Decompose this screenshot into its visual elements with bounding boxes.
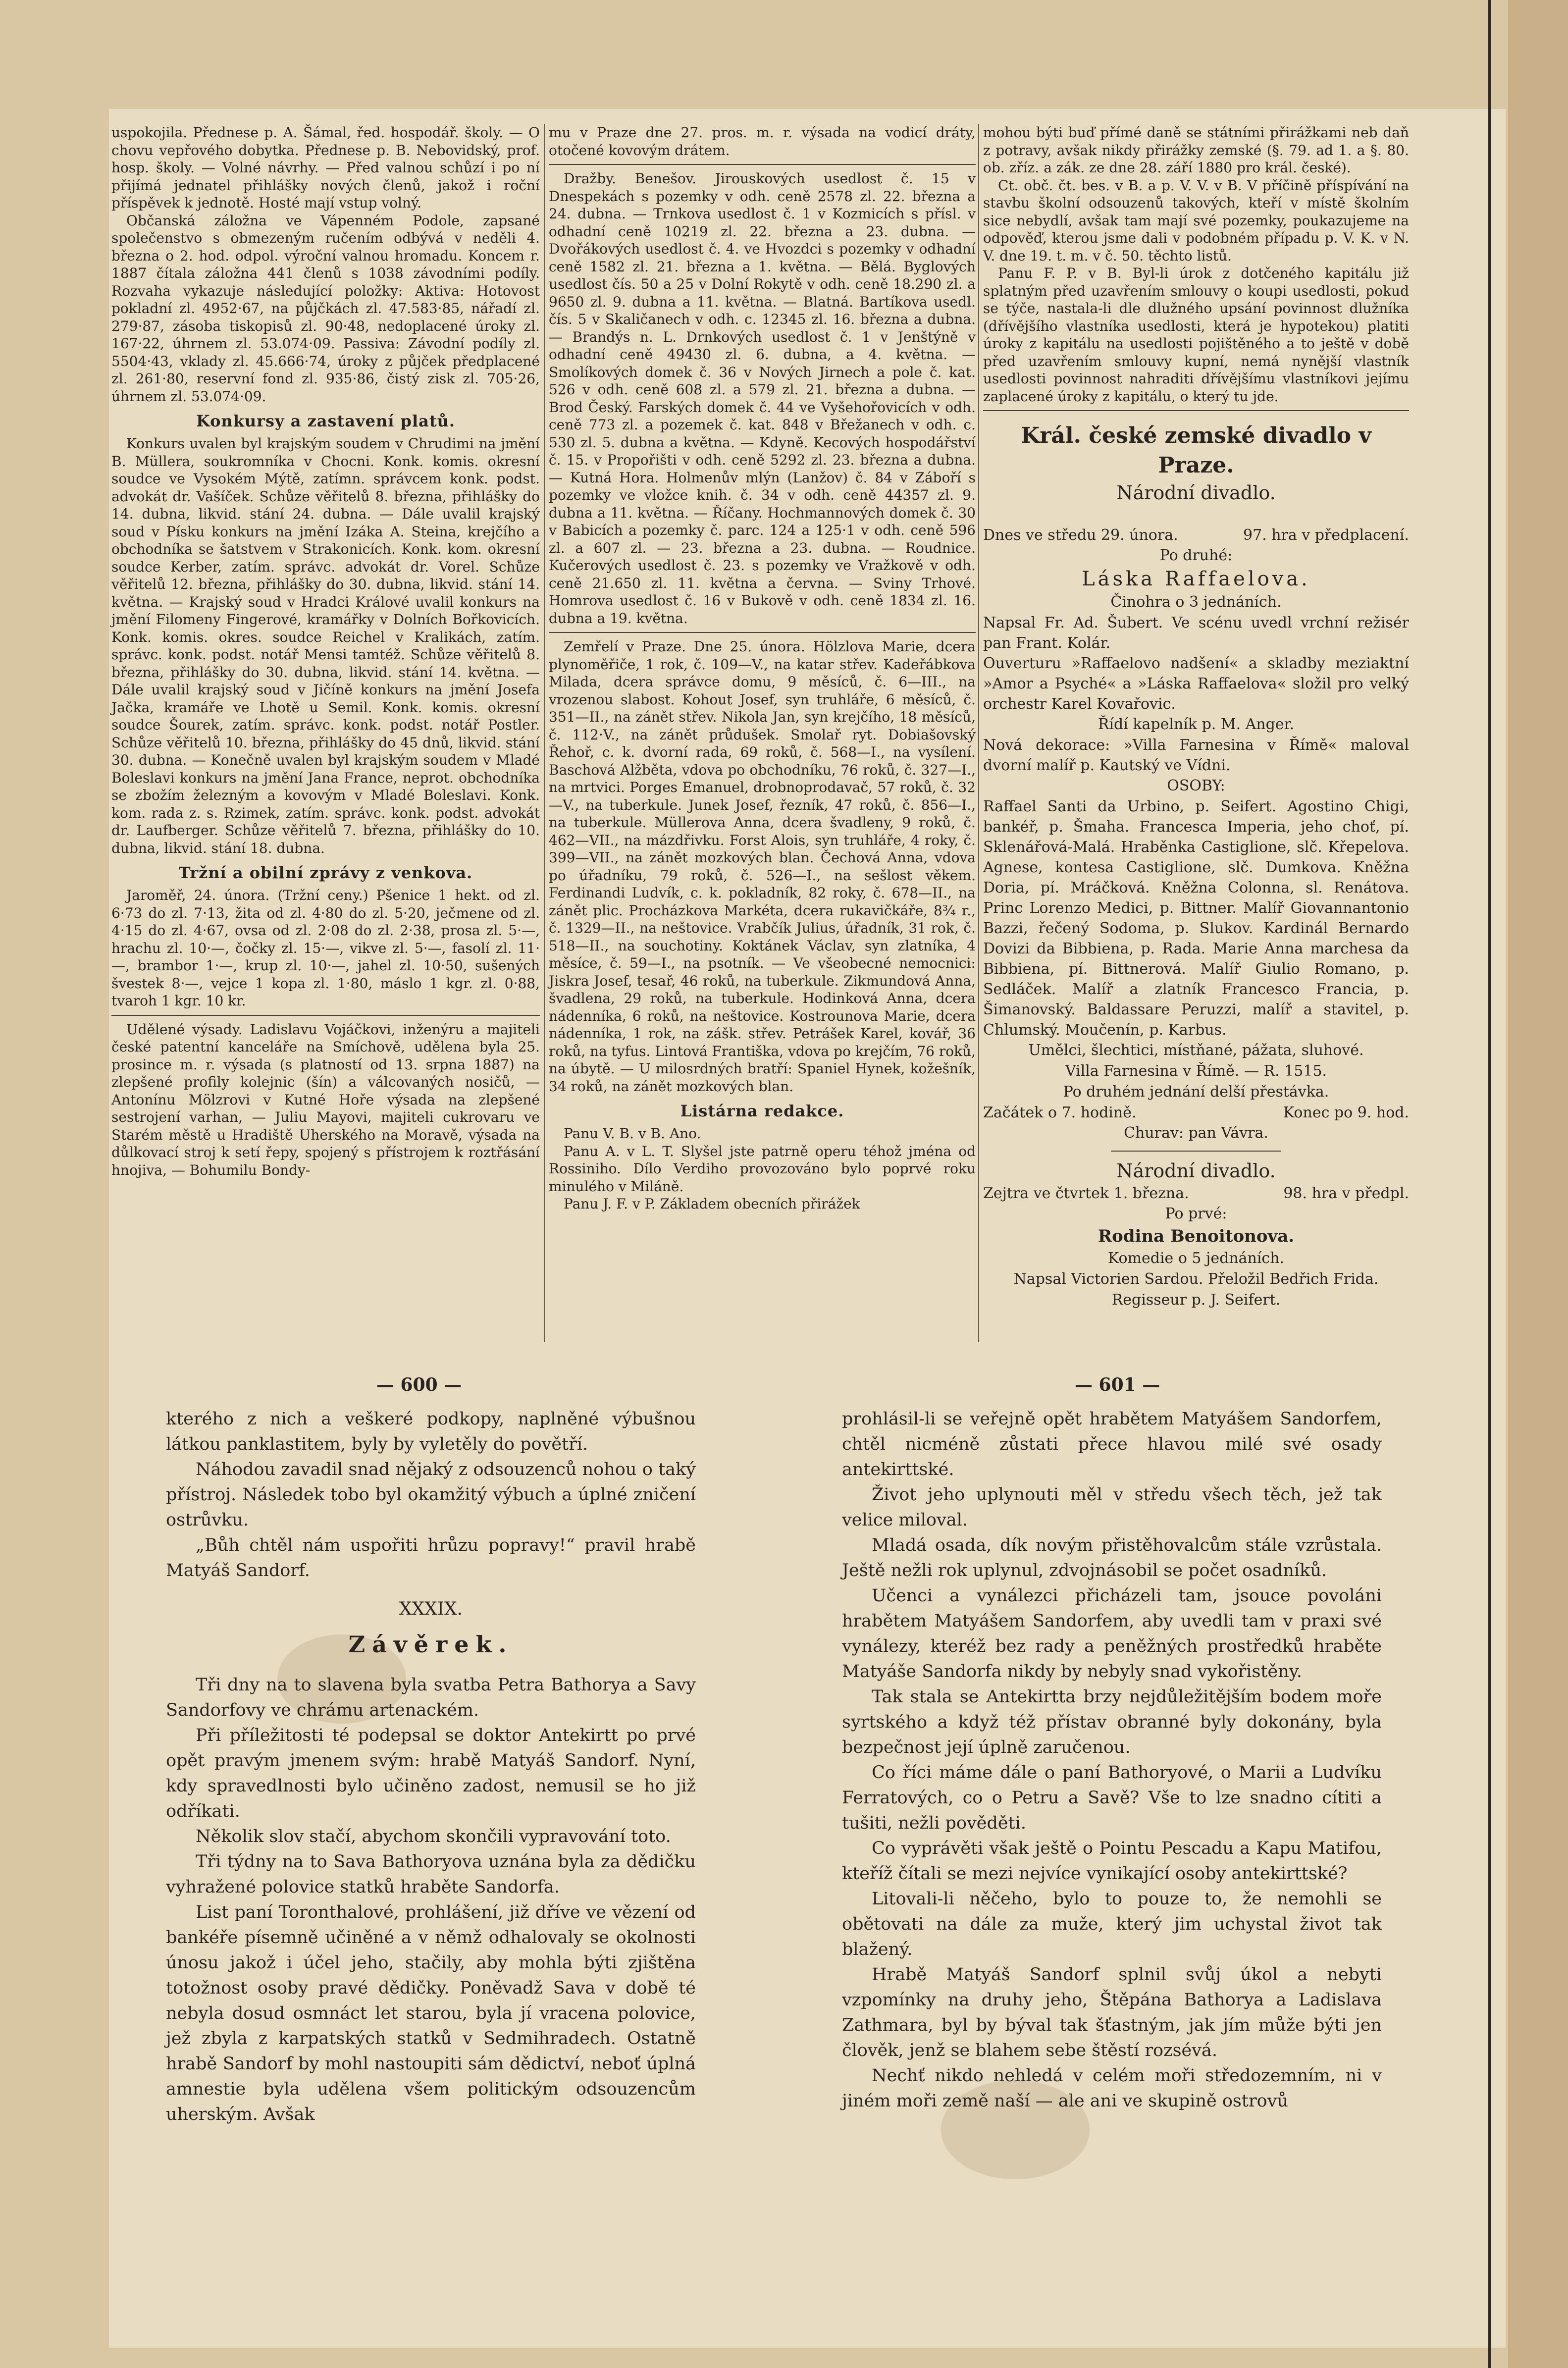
column-middle (549, 124, 976, 1213)
performance-date: Zejtra ve čtvrtek 1. března. (983, 1185, 1189, 1202)
paragraph: Život jeho uplynouti měl v středu všech těch, jež tak velice miloval. (842, 1485, 1382, 1530)
section-heading: Tržní a obilní zprávy z venkova. (178, 863, 473, 882)
play-author: Napsal Victorien Sardou. Přeložil Bedřich Frida. (1013, 1270, 1379, 1288)
paragraph: prohlásil-li se veřejně opět hrabětem Matyášem Sandorfem, chtěl nicméně zůstati přece hlavou milé své osady antekirttské. (842, 1409, 1382, 1479)
play-setting: Villa Farnesina v Římě. — R. 1515. (1065, 1062, 1327, 1080)
paragraph: mu v Praze dne 27. pros. m. r. výsada na vodicí dráty, otočené kovovým drátem. (549, 124, 976, 158)
book-page-right (842, 1407, 1382, 2114)
book-page-left (166, 1407, 696, 2127)
column-right (983, 124, 1409, 1311)
play-conductor: Řídí kapelník p. M. Anger. (1098, 716, 1295, 733)
performance-number: 97. hra v předplacení. (1243, 526, 1409, 544)
play-author: Napsal Fr. Ad. Šubert. Ve scénu uvedl vrchní režisér pan Frant. Kolár. (983, 614, 1409, 652)
play-title: Láska Raffaelova. (1082, 568, 1310, 590)
play-title: Rodina Benoitonova. (1098, 1226, 1295, 1246)
paragraph: Hrabě Matyáš Sandorf splnil svůj úkol a nebyti vzpomínky na druhy jeho, Štěpána Bathorya a Ladislava Zathmara, byl by býval tak šťastným, jak jím může býti jen člověk, jenž se blahem sebe štěstí rozsévá. (842, 1965, 1382, 2060)
paragraph: Litovali-li něčeho, bylo to pouze to, že nemohli se obětovati na dále za muže, který jim uchystal život tak blažený. (842, 1889, 1382, 1959)
chapter-title: Závěrek. (348, 1631, 514, 1658)
paragraph: Udělené výsady. Ladislavu Vojáčkovi, inženýru a majiteli české patentní kanceláře na Smíchově, udělena byla 25. prosince m. r. výsada (s platností od 13. srpna 1887) na zlepšené profily kolejnic (šín) a válcovaných nosičů, — Antonínu Mölzrovi v Kutné Hoře výsada na zlepšené sestrojení varhan, — Juliu Mayovi, majiteli cukrovaru ve Starém městě u Hradiště Uherského na Moravě, výsada na důlkovací stroj k setí řepy, spojený s přístrojem k roztřásání hnojiva, — Bohumilu Bondy- (111, 1021, 540, 1178)
divider (549, 632, 976, 633)
paragraph: List paní Toronthalové, prohlášení, již dříve ve vězení od bankéře písemně učiněné a v němž odhalovaly se okolnosti únosu jakož i účel jeho, stačily, aby mohla býti zjištěna totožnost osoby pravé dědičky. Poněvadž Sava v době té nebyla dosud osmnáct let starou, byla jí vracena polovice, jež zbyla z karpatských statků v Sedmihradech. Ostatně hrabě Sandorf by mohl nastoupiti sám dědictví, neboť úplná amnestie byla udělena všem politickým odsouzencům uherským. Avšak (166, 1902, 696, 2124)
performance-row (983, 1183, 1409, 1204)
play-end: Konec po 9. hod. (1283, 1104, 1409, 1121)
page-number-left: — 600 — (376, 1374, 462, 1395)
section-heading: Konkursy a zastavení platů. (196, 412, 456, 430)
play-genre: Komedie o 5 jednáních. (1107, 1250, 1285, 1267)
paragraph: uspokojila. Přednese p. A. Šámal, řed. hospodář. školy. — O chovu vepřového dobytka. Přednese p. B. Nebovidský, prof. hosp. školy. — Volné návrhy. — Před valnou schůzí i po ní přijímá jednatel přihlášky nových členů, jakož i roční příspěvek k jednotě. Hosté mají vstup volný. (111, 124, 540, 211)
paragraph: Panu F. P. v B. Byl-li úrok z dotčeného kapitálu již splatným před uzavřením smlouvy o koupi usedlosti, pokud se týče, nastala-li dle dlužného upsání povinnost dlužníka (dřívějšího vlastníka usedlosti, která je hypotekou) platiti úroky z kapitálu na usedlosti pojištěného a to ještě v době před uzavřením smlouvy kupní, nemá nynější vlastník usedlosti povinnost nahraditi dřívějšímu vlastníkovi jejímu zaplacené úroky z kapitálu, o který tu jde. (983, 265, 1409, 405)
paragraph: Tak stala se Antekirtta brzy nejdůležitějším bodem moře syrtského a když též přístav obranné byly dokonány, byla bezpečnost její úplně zaručenou. (842, 1687, 1382, 1757)
play-decoration: Nová dekorace: »Villa Farnesina v Římě« maloval dvorní malíř p. Kautský ve Vídni. (983, 737, 1409, 774)
paragraph: Panu A. v L. T. Slyšel jste patrně operu téhož jména od Rossiniho. Dílo Verdiho provozováno bylo poprvé roku minulého v Miláně. (549, 1143, 976, 1195)
paragraph: Co říci máme dále o paní Bathoryové, o Marii a Ludvíku Ferratových, co o Petru a Savě? Vše to lze snadno cítiti a tušiti, nežli pověděti. (842, 1763, 1382, 1833)
cast-heading: OSOBY: (1167, 777, 1225, 794)
section-heading: Listárna redakce. (680, 1102, 844, 1120)
paragraph: Zemřelí v Praze. Dne 25. února. Hölzlova Marie, dcera plynoměřiče, 1 rok, č. 109—V., na katar střev. Kadeřábkova Milada, dcera správce domu, 9 měsíců, č. 6—III., na vrozenou slabost. Kohout Josef, syn truhláře, 6 měsíců, č. 351—II., na zánět střev. Nikola Jan, syn krejčího, 18 měsíců, č. 112·V., na zánět průdušek. Smolař ryt. Dobiašovský Řehoř, c. k. dvorní rada, 69 roků, č. 568—I., na vysílení. Baschová Alžběta, vdova po obchodníku, 76 roků, č. 327—I., na mrtvici. Porges Emanuel, drobnoprodavač, 57 roků, č. 32—V., na tuberkule. Junek Josef, řezník, 47 roků, č. 856—I., na tuberkule. Müllerova Anna, dcera švadleny, 9 roků, č. 462—VII., na mázdřivku. Forst Alois, syn truhláře, 4 roky, č. 399—VII., na zánět mozkových blan. Čechová Anna, vdova po úřadníku, 79 roků, č. 526—I., na sešlost věkem. Ferdinandi Ludvík, c. k. pokladník, 82 roky, č. 678—II., na zánět plic. Procházkova Markéta, dcera rukavičkáře, 8¾ r., č. 1329—II., na neštovice. Vrabčík Julius, úřadník, 31 rok, č. 518—II., na souchotiny. Koktánek Václav, syn zlatníka, 4 měsíce, č. 59—I., na psotník. — Ve všeobecné nemocnici: Jiskra Josef, tesař, 46 roků, na tuberkule. Zikmundová Anna, švadlena, 29 roků, na tuberkule. Hodinková Anna, dcera nádenníka, 6 roků, na neštovice. Kostrounova Marie, dcera nádenníka, 1 rok, na zášk. střev. Petrášek Karel, kovář, 36 roků, na tyfus. Lintová Františka, vdova po krejčím, 76 roků, na úbytě. — U milosrdných bratří: Spaniel Hynek, kožešník, 34 roků, na zánět mozkových blan. (549, 638, 976, 1095)
column-rule (978, 124, 979, 1342)
paragraph: Jaroměř, 24. února. (Tržní ceny.) Pšenice 1 hekt. od zl. 6·73 do zl. 7·13, žita od zl. 4·80 do zl. 5·20, ječmene od zl. 4·15 do zl. 4·67, ovsa od zl. 2·08 do zl. 2·38, prosa zl. 5·—, hrachu zl. 10·—, čočky zl. 15·—, vikve zl. 5·—, fasolí zl. 11·—, brambor 1·—, krup zl. 10·—, jahel zl. 10·50, sušených švestek 8·—, vejce 1 kopa zl. 1·80, máslo 1 kgr. zl. 0·88, tvaroh 1 kgr. 10 kr. (111, 887, 540, 1009)
theater-header: Král. české zemské divadlo v Praze. (1020, 423, 1372, 478)
page-number-right: — 601 — (1075, 1374, 1160, 1395)
paragraph: Nechť nikdo nehledá v celém moři středozemním, ni v jiném moři země naší — ale ani ve skupině ostrovů (842, 2066, 1382, 2111)
performance-label: Po druhé: (1159, 547, 1233, 564)
cast-extras: Umělci, šlechtici, místňané, pážata, sluhové. (1028, 1042, 1364, 1059)
paragraph: Co vyprávěti však ještě o Pointu Pescadu a Kapu Matifou, kteříž čítali se mezi nejvíce vynikající osoby antekirttské? (842, 1839, 1382, 1884)
chapter-number: XXXIX. (399, 1599, 463, 1619)
cast-list: Raffael Santi da Urbino, p. Seifert. Agostino Chigi, bankéř, p. Šmaha. Francesca Imperia, jeho choť, pí. Sklenářová-Malá. Hraběnka Castiglione, slč. Křepelova. Agnese, kontesa Castiglione, slč. Dumkova. Kněžna Doria, pí. Mráčková. Kněžna Colonna, sl. Renátova. Princ Lorenzo Medici, p. Bittner. Malíř Giovannantonio Bazzi, řečený Sodoma, p. Slukov. Kardinál Bernardo Dovizi da Bibbiena, p. Rada. Marie Anna marchesa da Bibbiena, pí. Bittnerová. Malíř Giulio Romano, p. Sedláček. Malíř a zlatník Francesco Francia, p. Šimanovský. Baldassare Peruzzi, malíř a stavitel, p. Chlumský. Moučenín, p. Karbus. (983, 798, 1409, 1039)
performance-label: Po prvé: (1165, 1205, 1227, 1222)
paragraph: Mladá osada, dík novým přistěhovalcům stále vzrůstala. Ještě nežli rok uplynul, zdvojnásobil se počet osadníků. (842, 1535, 1382, 1580)
binding-edge (1488, 0, 1491, 2368)
paragraph: kterého z nich a veškeré podkopy, naplněné výbušnou látkou panklastitem, byly by vyletěly do povětří. (166, 1409, 696, 1454)
paragraph: mohou býti buď přímé daně se státními přirážkami neb daň z potravy, avšak nikdy přirážky zemské (§. 79. ad 1. a §. 80. ob. zříz. a zák. ze dne 28. září 1880 pro král. české). (983, 124, 1409, 176)
play-times (983, 1103, 1409, 1123)
play-interval: Po druhém jednání delší přestávka. (1063, 1083, 1329, 1101)
paragraph: Učenci a vynálezci přicházeli tam, jsouce povoláni hrabětem Matyášem Sandorfem, aby uvedli tam v praxi své vynálezy, kteréž bez rady a peněžných prostředků hraběte Matyáše Sandorfa nikdy by nebyly snad vykořistěny. (842, 1586, 1382, 1682)
divider (983, 410, 1409, 411)
paragraph: Dražby. Benešov. Jirouskových usedlost č. 15 v Dnespekách s pozemky v odh. ceně 2578 zl. 22. března a 24. dubna. — Trnkova usedlost č. 1 v Kozmicích s přísl. v odhadní ceně 10219 zl. 22. března a 23. dubna. — Dvořákových usedlost č. 4. ve Hvozdci s pozemky v odhadní ceně 1582 zl. 21. března a 1. května. — Bělá. Byglových usedlost čís. 50 a 25 v Dolní Rokytě v odh. ceně 18.290 zl. a 9650 zl. 9. dubna a 11. května. — Blatná. Bartíkova usedl. čís. 5 v Skaličanech v odh. c. 12345 zl. 16. března a dubna. — Brandýs n. L. Drnkových usedlost č. 1 v Jenštýně v odhadní ceně 49430 zl. 6. dubna, a 4. května. — Smolíkových domek č. 36 v Nových Jirnech a pole č. kat. 526 v odh. ceně 608 zl. a 579 zl. 21. března a dubna. — Brod Český. Farských domek č. 44 ve Vyšehořovicích v odh. ceně 773 zl. a pozemek č. kat. 848 v Břežanech v odh. c. 530 zl. 5. dubna a května. — Kdyně. Kecových hospodářství č. 15. v Propořišti v odh. ceně 5292 zl. 23. března a dubna. — Kutná Hora. Holmenův mlýn (Lanžov) č. 84 v Záboří s pozemky ve vložce knih. č. 34 v odh. ceně 44357 zl. 9. dubna a 11. května. — Říčany. Hochmannových domek č. 30 v Babicích a pozemky č. parc. 124 a 125·1 v odh. ceně 596 zl. a 607 zl. — 23. března a 23. dubna. — Roudnice. Kučerových usedlost č. 23. s pozemky ve Vražkově v odh. ceně 21.650 zl. 11. května a června. — Sviny Trhové. Homrova usedlost č. 16 v Bukově v odh. ceně 1834 zl. 16. dubna a 19. května. (549, 170, 976, 627)
paragraph: Tři týdny na to Sava Bathoryova uznána byla za dědičku vyhražené polovice statků hraběte Sandorfa. (166, 1852, 696, 1897)
performance-row (983, 525, 1409, 545)
paragraph: Konkurs uvalen byl krajským soudem v Chrudimi na jmění B. Müllera, soukromníka v Chocni. Konk. komis. okresní soudce ve Vysokém Mýtě, zatímn. správcem konk. podst. advokát dr. Vašíček. Schůze věřitelů 8. března, přihlášky do 14. dubna, likvid. stání 24. dubna. — Dále uvalil krajský soud v Písku konkurs na jmění Izáka A. Steina, krejčího a obchodníka se šatstvem v Strakonicích. Konk. kom. okresní soudce Kerber, zatím. správc. advokát dr. Vorel. Schůze věřitelů 12. března, přihlášky do 30. dubna, likvid. stání 14. května. — Krajský soud v Hradci Králové uvalil konkurs na jmění Filomeny Fingerové, kramářky v Dolních Bořkovicích. Konk. komis. okres. soudce Reichel v Kralikách, zatím. správc. konk. podst. notář Mensi tamtéž. Schůze věřitelů 8. března, přihlášky do 30. dubna, likvid. stání 14. května. — Dále uvalil krajský soud v Jičíně konkurs na jmění Josefa Jačka, kramáře ve Lhotě u Semil. Konk. komis. okresní soudce Šourek, zatím. správc. konk. podst. notář Postler. Schůze věřitelů 10. března, přihlášky do 45 dnů, likvid. stání 30. dubna. — Konečně uvalen byl krajským soudem v Mladé Boleslavi konkurs na jmění Jana France, neprot. obchodníka se zbožím železným a kovovým v Mladé Boleslavi. Konk. kom. rada z. s. Rzimek, zatím. správc. konk. podst. advokát dr. Laufberger. Schůze věřitelů 7. března, přihlášky do 10. dubna, likvid. stání 18. dubna. (111, 435, 540, 856)
paragraph: Panu J. F. v P. Základem obecních přirážek (564, 1196, 860, 1212)
play-music: Ouverturu »Raffaelovo nadšení« a skladby meziaktní »Amor a Psyché« a »Láska Raffaelova« složil pro velký orchestr Karel Kovařovic. (983, 655, 1409, 713)
paragraph: Při příležitosti té podepsal se doktor Antekirtt po prvé opět pravým jmenem svým: hrabě Matyáš Sandorf. Nyní, kdy spravedlnosti bylo učiněno zadost, nemusil se ho již odříkati. (166, 1726, 696, 1821)
paragraph: Několik slov stačí, abychom skončili vypravování toto. (196, 1827, 671, 1846)
play-genre: Činohra o 3 jednáních. (1110, 593, 1282, 611)
divider (111, 1015, 540, 1016)
divider (1111, 1151, 1281, 1152)
paragraph: Občanská záložna ve Vápenném Podole, zapsané společenstvo s obmezeným ručením odbývá v neděli 4. března o 2. hod. odpol. výroční valnou hromadu. Koncem r. 1887 čítala záložna 441 členů s 1038 závodními podíly. Rozvaha vykazuje následující položky: Aktiva: Hotovost pokladní zl. 4952·67, na půjčkách zl. 47.583·85, nářadí zl. 279·87, zásoba tiskopisů zl. 90·48, nedoplacené úroky zl. 167·22, úhrnem zl. 53.074·09. Passiva: Závodní podíly zl. 5504·43, vklady zl. 45.666·74, úroky z půjček předplacené zl. 261·80, reservní fond zl. 935·86, čistý zisk zl. 705·26, úhrnem zl. 53.074·09. (111, 212, 540, 405)
play-director: Regisseur p. J. Seifert. (1111, 1291, 1281, 1309)
performance-number: 98. hra v předpl. (1283, 1185, 1409, 1202)
paragraph: Ct. obč. čt. bes. v B. a p. V. V. v B. V příčině příspívání na stavbu školní odsouzenů takových, kteří v místě školním sice nebydlí, avšak tam mají své pozemky, poukazujeme na odpověď, kterou jsme dali v podobném případu p. V. K. v N. V. dne 19. t. m. v č. 50. těchto listů. (983, 177, 1409, 264)
performance-date: Dnes ve středu 29. února. (983, 526, 1178, 544)
paragraph: Panu V. B. v B. Ano. (564, 1125, 701, 1142)
play-start: Začátek o 7. hodině. (983, 1104, 1137, 1121)
paragraph: „Bůh chtěl nám uspořiti hrůzu popravy!“ pravil hrabě Matyáš Sandorf. (166, 1535, 696, 1580)
column-left (111, 124, 540, 1179)
page-edge (1508, 0, 1568, 2368)
divider (549, 164, 976, 165)
theater-subheader: Národní divadlo. (1116, 1160, 1276, 1182)
theater-subheader: Národní divadlo. (1116, 482, 1276, 504)
column-rule (544, 124, 545, 1342)
paragraph: Náhodou zavadil snad nějaký z odsouzenců nohou o taký přístroj. Následek tobo byl okamžitý výbuch a úplné zničení ostrůvku. (166, 1460, 696, 1530)
play-note: Churav: pan Vávra. (1124, 1124, 1268, 1142)
paragraph: Tři dny na to slavena byla svatba Petra Bathorya a Savy Sandorfovy ve chrámu artenackém. (166, 1675, 696, 1720)
